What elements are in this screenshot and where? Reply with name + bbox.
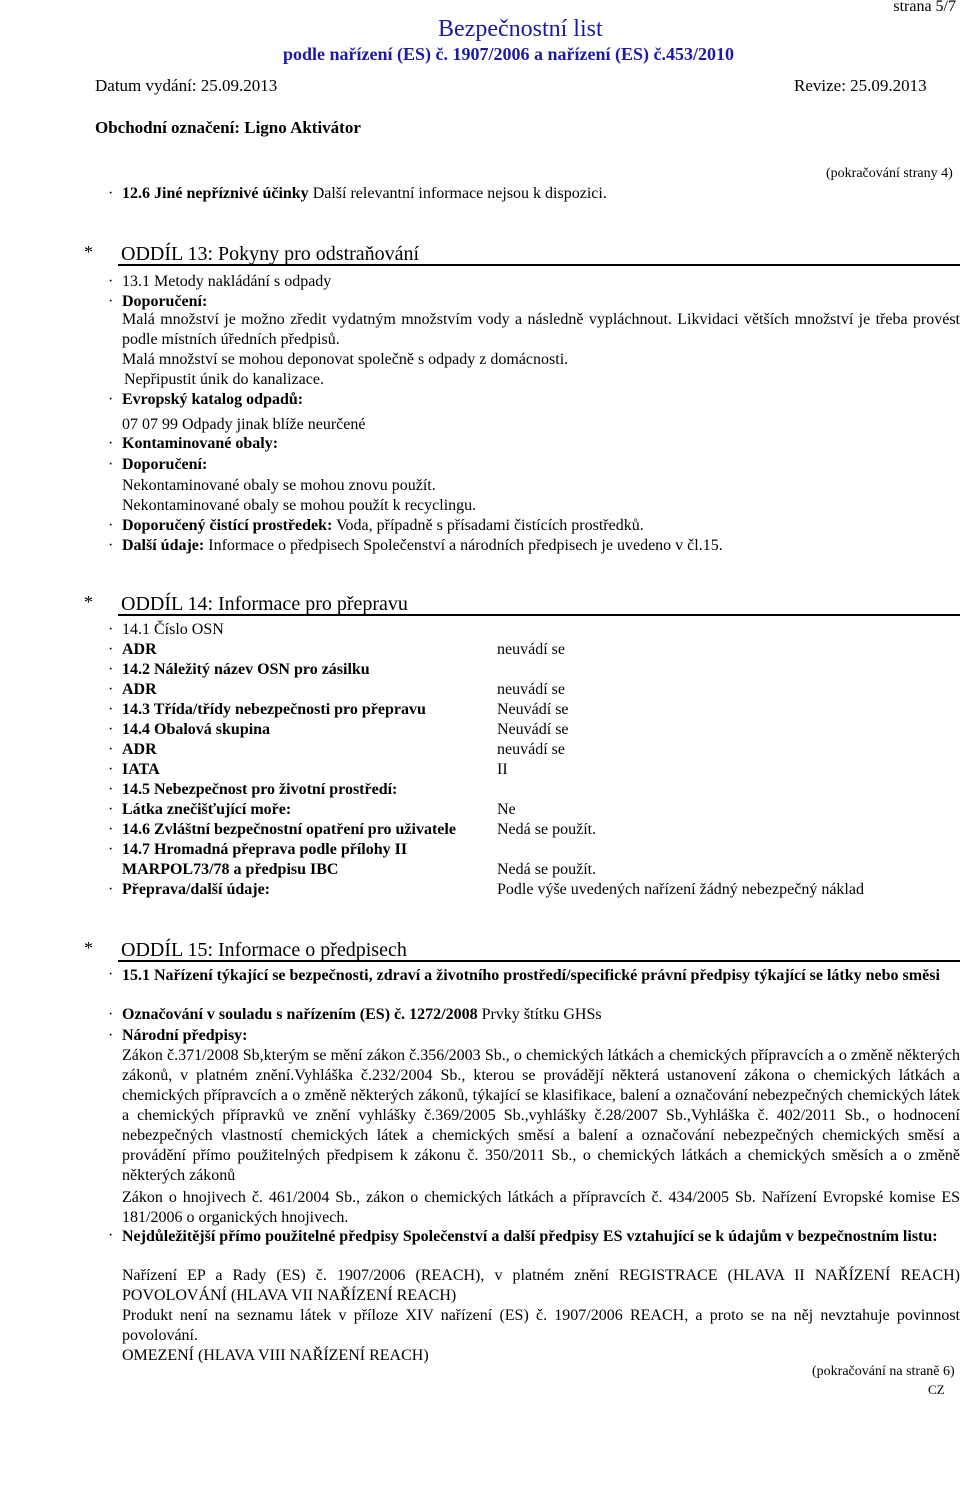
transport-value: Nedá se použít.	[497, 821, 597, 838]
regulation-subtitle: podle nařízení (ES) č. 1907/2006 a nařízení (ES) č.453/2010	[283, 44, 734, 64]
s15-fertilizer-text: Zákon o hnojivech č. 461/2004 Sb., zákon o chemických látkách a přípravcích č. 434/2005 Sb. Nařízení Evropské komise ES 181/2006 o organických hnojivech.	[122, 1189, 960, 1226]
transport-label: ADR	[122, 681, 157, 698]
s13-line: Nepřipustit únik do kanalizace.	[124, 371, 324, 388]
s13-line: 07 07 99 Odpady jinak blíže neurčené	[122, 416, 366, 433]
transport-row: · 14.6 Zvláštní bezpečnostní opatření pro uživatele	[108, 821, 456, 838]
s13-line: · Doporučení:	[108, 293, 208, 310]
trade-name: Obchodní označení: Ligno Aktivátor	[95, 118, 361, 137]
s15-1-heading: 15.1 Nařízení týkající se bezpečnosti, zdraví a životního prostředí/specifické právní předpisy týkající se látky nebo směsi	[122, 967, 940, 984]
transport-row: · ADR	[108, 681, 157, 698]
transport-value: Neuvádí se	[497, 701, 569, 718]
s15-eu-heading: Nejdůležitější přímo použitelné předpisy Společenství a další předpisy ES vztahující se k údajům v bezpečnostním listu:	[122, 1228, 938, 1245]
s15-line: · Národní předpisy:	[108, 1027, 248, 1044]
transport-row: · 14.2 Náležitý název OSN pro zásilku	[108, 661, 370, 678]
transport-row: · ADR	[108, 741, 157, 758]
page-number: strana 5/7	[893, 0, 956, 15]
language-code: CZ	[928, 1382, 945, 1397]
transport-label: IATA	[122, 761, 160, 778]
transport-value: Ne	[497, 801, 516, 818]
transport-label: 14.6 Zvláštní bezpečnostní opatření pro uživatele	[122, 821, 456, 838]
transport-value: Podle výše uvedených nařízení žádný nebezpečný náklad	[497, 881, 864, 898]
s13-line: · Kontaminované obaly:	[108, 435, 279, 452]
s13-line: Malá množství se mohou deponovat společně s odpady z domácnosti.	[122, 351, 569, 368]
transport-row: · Přeprava/další údaje:	[108, 881, 270, 898]
transport-row: · ADR	[108, 641, 157, 658]
s13-line: · Doporučení:	[108, 456, 208, 473]
revision-date: Revize: 25.09.2013	[794, 76, 927, 95]
s13-line: Nekontaminované obaly se mohou znovu použít.	[122, 477, 436, 494]
transport-label: 14.3 Třída/třídy nebezpečnosti pro přepravu	[122, 701, 426, 718]
transport-label: ADR	[122, 641, 157, 658]
transport-value: Nedá se použít.	[497, 861, 597, 878]
transport-label: MARPOL73/78 a předpisu IBC	[122, 861, 339, 878]
transport-value: neuvádí se	[497, 641, 565, 658]
transport-value: neuvádí se	[497, 741, 565, 758]
document-title: Bezpečnostní list	[438, 16, 603, 42]
section-13-title: ODDÍL 13: Pokyny pro odstraňování	[118, 242, 960, 266]
s15-annex-text: Produkt není na seznamu látek v příloze XIV nařízení (ES) č. 1907/2006 REACH, a proto se na něj nevztahuje povinnost povolování.	[122, 1307, 960, 1344]
transport-row: · IATA	[108, 761, 160, 778]
s15-reach-text: Nařízení EP a Rady (ES) č. 1907/2006 (REACH), v platném znění REGISTRACE (HLAVA II NAŘÍZENÍ REACH) POVOLOVÁNÍ (HLAVA VII NAŘÍZENÍ REACH)	[122, 1267, 960, 1304]
transport-row: · 14.3 Třída/třídy nebezpečnosti pro přepravu	[108, 701, 426, 718]
s15-national-text: Zákon č.371/2008 Sb,kterým se mění zákon č.356/2003 Sb., o chemických látkách a chemických přípravcích a o změně některých zákonů, v platném znění.Vyhláška č.232/2004 Sb., kterou se provádějí některá ustanovení zákona o chemických látkách a chemických přípravcích a o změně některých zákonů, týkající se klasifikace, balení a označování nebezpečných chemických látek a chemických přípravků ve znění vyhlášky č.369/2005 Sb.,vyhlášky č.28/2007 Sb.,Vyhláška č. 402/2011 Sb., o hodnocení nebezpečných vlastností chemických látek a chemických směsí a balení a označování nebezpečných chemických směsí a provádění přímo použitelných předpisem k zákonu č. 350/2011 Sb., o chemických látkách a chemických směsích a o změně některých zákonů	[122, 1047, 960, 1184]
section-15-title: ODDÍL 15: Informace o předpisech	[118, 938, 960, 962]
transport-row: · 14.4 Obalová skupina	[108, 721, 271, 738]
transport-label: Přeprava/další údaje:	[122, 881, 270, 898]
transport-label: 14.1 Číslo OSN	[122, 621, 224, 638]
s13-paragraph: Malá množství je možno zředit vydatným množstvím vody a následně vypláchnout. Likvidaci větších množství je třeba provést podle místních úředních předpisů.	[122, 311, 960, 348]
transport-row	[108, 860, 338, 880]
s13-line: · 13.1 Metody nakládání s odpady	[108, 273, 332, 290]
continued-from: (pokračování strany 4)	[826, 166, 953, 181]
section-12-6: · 12.6 Jiné nepříznivé účinky Další relevantní informace nejsou k dispozici.	[108, 185, 607, 202]
transport-value: II	[497, 761, 508, 778]
s15-restriction: OMEZENÍ (HLAVA VIII NAŘÍZENÍ REACH)	[122, 1347, 429, 1364]
transport-value: neuvádí se	[497, 681, 565, 698]
dot: ·	[108, 1227, 114, 1244]
s13-line: · Doporučený čistící prostředek: Voda, případně s přísadami čistících prostředků.	[108, 517, 644, 534]
transport-label: ADR	[122, 741, 157, 758]
transport-row: · Látka znečišťující moře:	[108, 801, 292, 818]
s13-line: · Další údaje: Informace o předpisech Společenství a národních předpisech je uvedeno v čl.15.	[108, 537, 723, 554]
transport-row: · 14.5 Nebezpečnost pro životní prostředí:	[108, 781, 398, 798]
transport-label: Látka znečišťující moře:	[122, 801, 292, 818]
s13-line: Nekontaminované obaly se mohou použít k recyclingu.	[122, 497, 477, 514]
transport-row: · 14.7 Hromadná přeprava podle přílohy II	[108, 841, 408, 858]
section-15-heading: * ODDÍL 15: Informace o předpisech	[0, 938, 960, 962]
dot: ·	[108, 966, 114, 983]
transport-label: 14.4 Obalová skupina	[122, 721, 271, 738]
transport-label: 14.7 Hromadná přeprava podle přílohy II	[122, 841, 408, 858]
transport-label: 14.2 Náležitý název OSN pro zásilku	[122, 661, 370, 678]
issue-date: Datum vydání: 25.09.2013	[95, 76, 278, 95]
section-13-heading: * ODDÍL 13: Pokyny pro odstraňování	[0, 242, 960, 266]
transport-row: · 14.1 Číslo OSN	[108, 621, 224, 638]
s13-line: · Evropský katalog odpadů:	[108, 391, 304, 408]
continued-to: (pokračování na straně 6)	[812, 1364, 955, 1379]
s15-line: · Označování v souladu s nařízením (ES) č. 1272/2008 Prvky štítku GHSs	[108, 1006, 602, 1023]
transport-value: Neuvádí se	[497, 721, 569, 738]
transport-label: 14.5 Nebezpečnost pro životní prostředí:	[122, 781, 398, 798]
section-14-title: ODDÍL 14: Informace pro přepravu	[118, 592, 960, 616]
section-14-heading: * ODDÍL 14: Informace pro přepravu	[0, 592, 960, 616]
